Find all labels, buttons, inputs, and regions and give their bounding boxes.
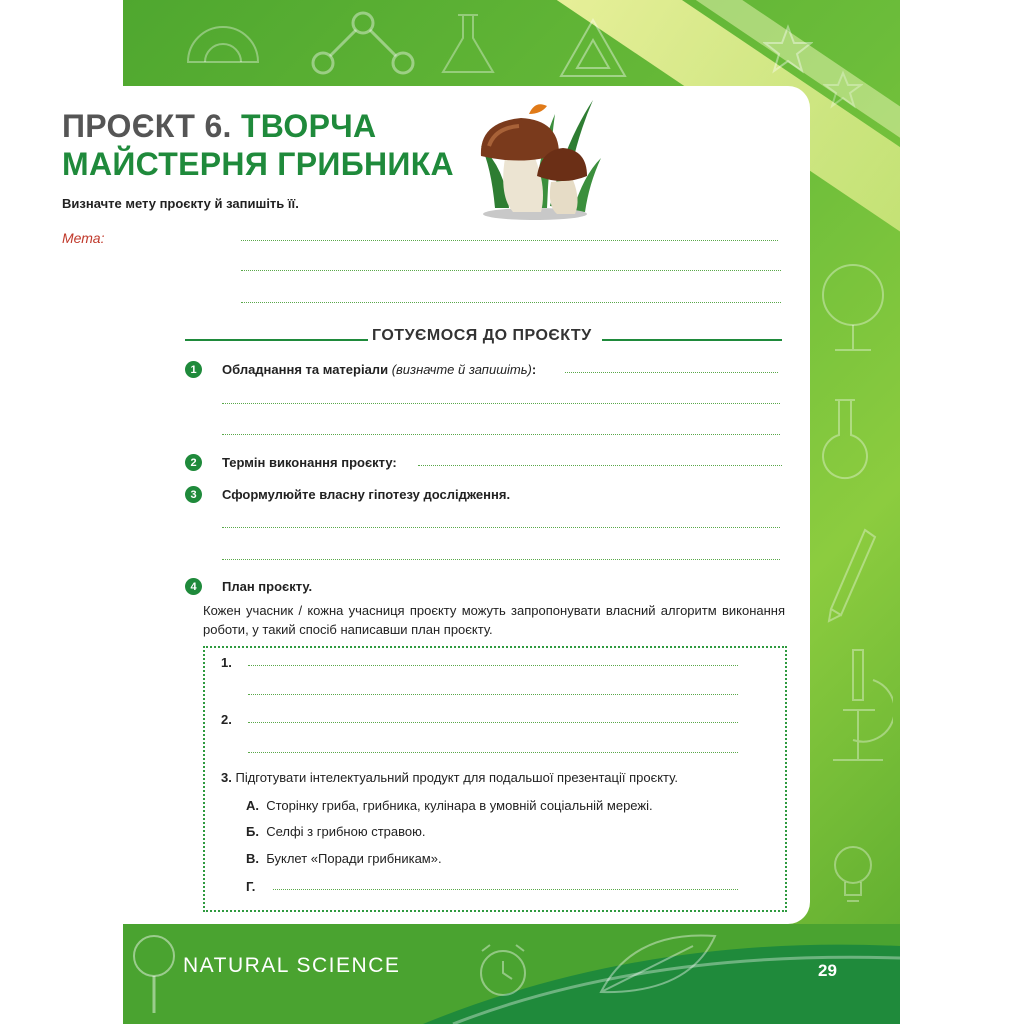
goal-line-1[interactable] <box>241 240 778 241</box>
item-hypothesis-label: Сформулюйте власну гіпотезу дослідження. <box>222 487 511 502</box>
plan-step-2-num: 2. <box>221 712 232 727</box>
mushroom-illustration <box>475 96 605 221</box>
plan-option-b <box>246 824 425 839</box>
item-equipment-label: Обладнання та матеріали <box>222 362 389 377</box>
goal-line-3[interactable] <box>241 302 781 303</box>
plan-step-3-text: Підготувати інтелектуальний продукт для подальшої презентації проєкту. <box>235 770 678 785</box>
plan-option-letter: Г. <box>246 879 256 894</box>
alarm-clock-icon <box>468 935 538 1005</box>
section-divider-right <box>602 339 782 341</box>
item-deadline <box>222 455 397 470</box>
section-divider-left <box>185 339 368 341</box>
hypothesis-line-2[interactable] <box>222 559 780 560</box>
tree-icon <box>129 928 179 1018</box>
leaf-icon <box>593 930 723 1000</box>
equipment-line-1[interactable] <box>565 372 778 373</box>
goal-label: Мета: <box>62 230 105 246</box>
task-instruction: Визначте мету проєкту й запишіть її. <box>62 196 299 211</box>
item-deadline-label: Термін виконання проєкту: <box>222 455 397 470</box>
title-project-number: ПРОЄКТ 6. <box>62 108 232 144</box>
item-hypothesis <box>222 487 510 502</box>
plan-option-g-line[interactable] <box>273 889 738 890</box>
plan-option-letter: А. <box>246 798 259 813</box>
star-icon <box>763 24 813 74</box>
item-number-badge: 4 <box>185 578 202 595</box>
item-equipment-hint: (визначте й запишіть) <box>391 362 532 377</box>
deadline-line[interactable] <box>418 465 782 466</box>
plan-step-1-line-1[interactable] <box>248 665 738 666</box>
footer-subject: NATURAL SCIENCE <box>183 954 401 977</box>
plan-option-text: Буклет «Поради грибникам». <box>266 851 442 866</box>
page-title <box>62 108 376 145</box>
hypothesis-line-1[interactable] <box>222 527 780 528</box>
page-title-line2: МАЙСТЕРНЯ ГРИБНИКА <box>62 146 454 182</box>
goal-line-2[interactable] <box>241 270 781 271</box>
title-green-part: ТВОРЧА <box>240 108 377 144</box>
item-equipment <box>222 362 536 377</box>
plan-paragraph: Кожен учасник / кожна учасниця проєкту можуть запропонувати власний алгоритм виконання роботи, у такий спосіб написавши план проєкту. <box>203 603 785 637</box>
plan-option-letter: В. <box>246 851 259 866</box>
item-plan <box>222 579 312 594</box>
item-plan-label: План проєкту. <box>222 579 313 594</box>
plan-step-2-line-1[interactable] <box>248 722 738 723</box>
pencil-icon <box>823 525 883 625</box>
equipment-line-2[interactable] <box>222 403 780 404</box>
globe-icon <box>813 250 893 360</box>
plan-option-text: Сторінку гриба, грибника, кулінара в умовній соціальній мережі. <box>266 798 653 813</box>
microscope-icon <box>813 640 893 770</box>
plan-step-2-line-2[interactable] <box>248 752 738 753</box>
item-number-badge: 1 <box>185 361 202 378</box>
protractor-icon <box>183 12 263 72</box>
plan-step-1-num: 1. <box>221 655 232 670</box>
flask-icon <box>815 395 875 495</box>
plan-step-1-line-2[interactable] <box>248 694 738 695</box>
plan-option-g <box>246 879 255 894</box>
flask-icon <box>433 10 503 80</box>
molecule-icon <box>303 8 423 78</box>
section-title: ГОТУЄМОСЯ ДО ПРОЄКТУ <box>372 327 592 344</box>
plan-option-v <box>246 851 442 866</box>
item-equipment-colon: : <box>531 362 537 377</box>
item-number-badge: 2 <box>185 454 202 471</box>
equipment-line-3[interactable] <box>222 434 780 435</box>
plan-option-text: Селфі з грибною стравою. <box>266 824 426 839</box>
star-icon <box>823 70 863 110</box>
page-number: 29 <box>818 961 837 980</box>
item-number-badge: 3 <box>185 486 202 503</box>
triangle-ruler-icon <box>553 14 633 84</box>
plan-option-a <box>246 798 653 813</box>
light-bulb-icon <box>828 840 878 910</box>
plan-step-3 <box>221 770 678 785</box>
plan-option-letter: Б. <box>246 824 259 839</box>
plan-step-3-num: 3. <box>221 770 232 785</box>
